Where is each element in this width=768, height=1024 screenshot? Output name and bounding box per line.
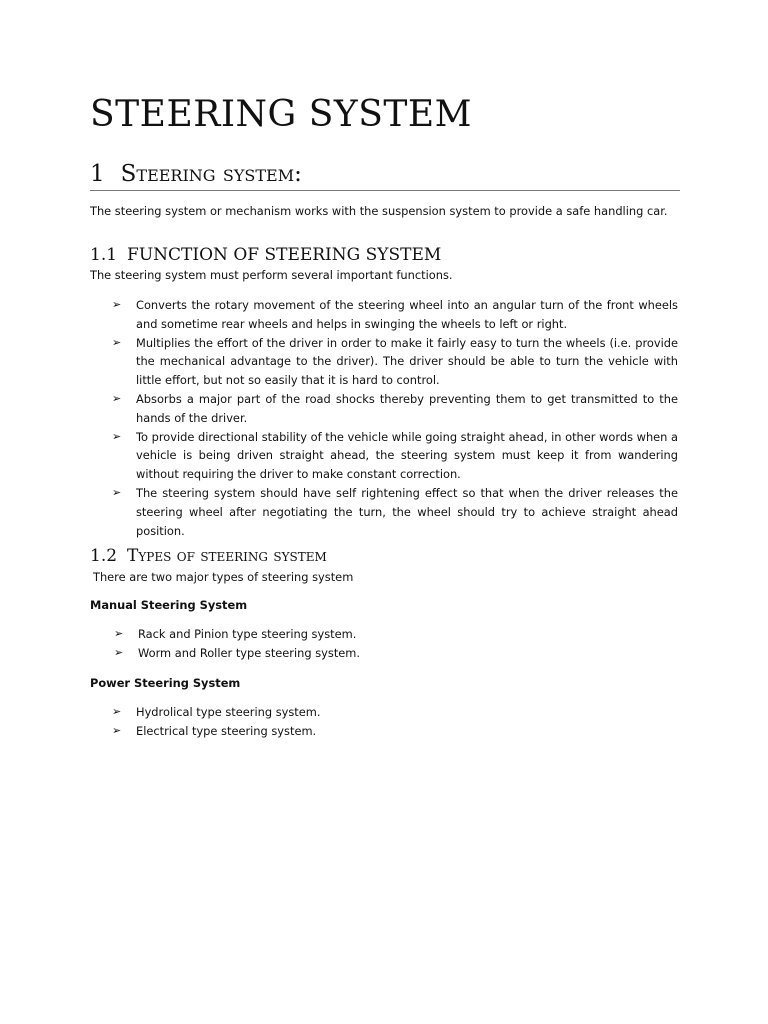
arrowhead-bullet-icon: ➢ — [112, 723, 122, 737]
arrowhead-bullet-icon: ➢ — [112, 429, 122, 443]
list-item-text: Rack and Pinion type steering system. — [138, 627, 357, 641]
list-item — [114, 644, 680, 663]
heading-rule — [90, 190, 680, 191]
arrowhead-bullet-icon: ➢ — [112, 485, 122, 499]
list-item — [112, 722, 678, 741]
power-steering-heading: Power Steering System — [90, 676, 241, 690]
arrowhead-bullet-icon: ➢ — [112, 391, 122, 405]
section-1-2-intro: There are two major types of steering system — [93, 570, 354, 584]
section-title: Types of steering system — [127, 546, 327, 566]
section-1-heading — [90, 158, 680, 190]
list-item — [112, 703, 678, 722]
list-item-text: The steering system should have self rightening effect so that when the driver releases the steering wheel after negotiating the turn, the wheel should try to achieve straight ahead position. — [136, 485, 678, 538]
list-item — [112, 334, 678, 390]
arrowhead-bullet-icon: ➢ — [114, 645, 124, 659]
list-item-text: To provide directional stability of the vehicle while going straight ahead, in other words when a vehicle is being driven straight ahead, the steering system must keep it from wandering without requiring the driver to make constant correction. — [136, 429, 678, 482]
section-title: FUNCTION OF STEERING SYSTEM — [127, 245, 442, 265]
list-item-text: Converts the rotary movement of the steering wheel into an angular turn of the front wheels and sometime rear wheels and helps in swinging the wheels to left or right. — [136, 298, 678, 331]
list-item-text: Electrical type steering system. — [136, 723, 317, 738]
section-number: 1.2 — [90, 546, 118, 566]
manual-steering-heading: Manual Steering System — [90, 598, 248, 612]
list-item — [112, 296, 678, 334]
list-item-text: Hydrolical type steering system. — [136, 705, 321, 719]
arrowhead-bullet-icon: ➢ — [112, 298, 122, 311]
list-item — [114, 625, 680, 644]
manual-steering-list — [114, 625, 680, 663]
document-title: STEERING SYSTEM — [90, 94, 473, 135]
section-1-2-heading — [90, 545, 327, 567]
list-item-text: Worm and Roller type steering system. — [138, 645, 361, 660]
section-title: Steering system: — [120, 161, 302, 187]
list-item — [112, 484, 678, 540]
arrowhead-bullet-icon: ➢ — [114, 627, 124, 640]
section-1-1-heading — [90, 244, 441, 266]
list-item-text: Absorbs a major part of the road shocks thereby preventing them to get transmitted to the hands of the driver. — [136, 391, 678, 425]
arrowhead-bullet-icon: ➢ — [112, 335, 122, 349]
list-item-text: Multiplies the effort of the driver in order to make it fairly easy to turn the wheels (i.e. provide the mechanical advantage to the driver). The driver should be able to turn the vehicle with little effort, but not so easily that it is hard to control. — [136, 335, 678, 388]
arrowhead-bullet-icon: ➢ — [112, 705, 122, 718]
section-number: 1.1 — [90, 245, 118, 265]
section-1-1-intro: The steering system must perform several important functions. — [90, 268, 453, 282]
list-item — [112, 428, 678, 484]
power-steering-list — [112, 703, 678, 741]
section-1-intro: The steering system or mechanism works with the suspension system to provide a safe handling car. — [90, 204, 668, 218]
section-number: 1 — [90, 161, 105, 187]
list-item — [112, 390, 678, 428]
function-list — [112, 296, 678, 540]
